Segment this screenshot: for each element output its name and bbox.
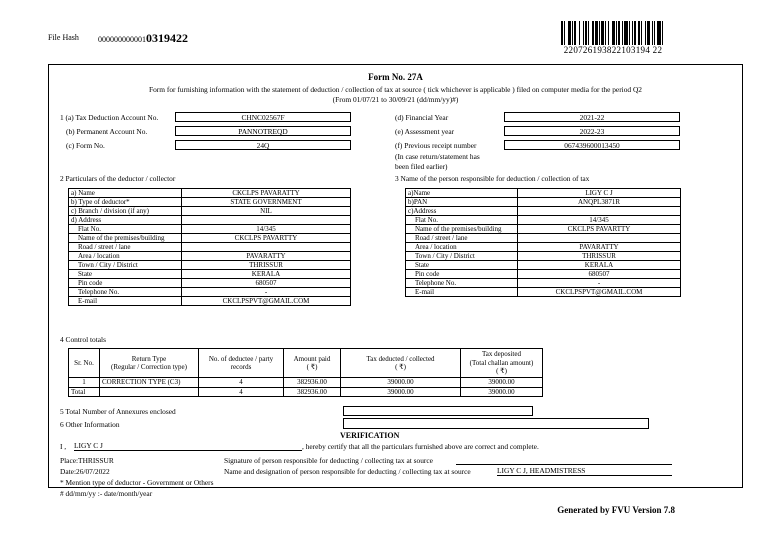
deductor-row-value: STATE GOVERNMENT [182,198,351,207]
responsible-row-value: CKCLPS PAVARTTY [518,225,681,234]
deductor-row-value: 14/345 [182,225,351,234]
deductor-row [69,297,351,306]
responsible-row-label: Telephone No. [406,279,518,288]
responsible-row [406,207,681,216]
financial-year-label: (d) Financial Year [395,113,449,122]
pan-label: (b) Permanent Account No. [66,127,148,136]
deductor-row-label: Telephone No. [69,288,182,297]
row2-deducted: 39000.00 [341,387,461,397]
deductor-row-label: Pin code [69,279,182,288]
file-hash-prefix: 000000000001 [98,35,146,44]
responsible-row-label: E-mail [406,288,518,297]
responsible-row-value: KERALA [518,261,681,270]
row2-type [100,387,199,397]
other-info-label: 6 Other Information [60,420,120,429]
col-tax-deposited-line3: ( ₹) [496,367,507,376]
deductor-table [68,188,351,306]
col-return-type-line2: (Regular / Correction type) [110,363,187,371]
responsible-row [406,252,681,261]
control-total-row [69,387,543,397]
responsible-row-label: Area / location [406,243,518,252]
verification-heading: VERIFICATION [340,431,400,440]
col-return-type [100,349,199,378]
designation-value: LIGY C J, HEADMISTRESS [497,466,672,476]
col-records [199,349,284,378]
deductor-row-label: Road / street / lane [69,243,182,252]
responsible-table [405,188,681,297]
form-description-line2: (From 01/07/21 to 30/09/21 (dd/mm/yy)#) [332,94,459,104]
control-totals-heading: 4 Control totals [60,335,106,344]
responsible-row [406,216,681,225]
col-records-line1: No. of deductee / party [208,354,274,363]
row2-sr: Total [69,387,100,397]
control-row [69,378,543,388]
tan-label: 1 (a) Tax Deduction Account No. [60,113,159,122]
responsible-row-value: 680507 [518,270,681,279]
responsible-row [406,288,681,297]
row1-deducted: 39000.00 [341,378,461,388]
pan-value: PANNOTREQD [175,126,351,136]
deductor-row [69,234,351,243]
other-info-value [343,418,649,429]
responsible-row-label: Town / City / District [406,252,518,261]
row1-deposited: 39000.00 [461,378,543,388]
tan-value: CHNC02567F [175,112,351,122]
financial-year-value: 2021-22 [504,112,680,122]
responsible-row [406,234,681,243]
deductor-row-value: CKCLPSPVT@GMAIL.COM [182,297,351,306]
form-no-value: 24Q [175,140,351,150]
col-amount-paid-line2: ( ₹) [306,363,318,371]
col-return-type-line1: Return Type [131,354,167,363]
col-tax-deposited-line2: (Total challan amount) [469,358,534,367]
responsible-row [406,243,681,252]
barcode-number: 220726193822103194 22 [563,45,663,55]
col-tax-deducted-line1: Tax deducted / collected [366,354,435,363]
col-tax-deducted-line2: ( ₹) [395,363,406,371]
signature-label: Signature of person responsible for deducting / collecting tax at source [224,456,433,465]
deductor-row [69,207,351,216]
responsible-row-value: ANQPL3871R [518,198,681,207]
deductor-row-value: NIL [182,207,351,216]
form-no-label: (c) Form No. [66,141,105,150]
responsible-row-value: 14/345 [518,216,681,225]
deductor-row-value: 680507 [182,279,351,288]
deductor-row [69,198,351,207]
deductor-row-label: b) Type of deductor* [69,198,182,207]
deductor-row [69,189,351,198]
assessment-year-value: 2022-23 [504,126,680,136]
responsible-row-value [518,234,681,243]
file-hash-label: File Hash [48,33,79,42]
row1-records: 4 [199,378,284,388]
form-description-line1: Form for furnishing information with the statement of deduction / collection of tax at source ( tick whichever is applicable ) filed on computer media for the period Q2 [149,85,642,94]
deductor-row-label: Flat No. [69,225,182,234]
deductor-row [69,279,351,288]
annexures-value [343,406,533,416]
deductor-row-label: Name of the premises/building [69,234,182,243]
responsible-row [406,189,681,198]
responsible-row-value: THRISSUR [518,252,681,261]
previous-receipt-note2: been filed earlier) [395,162,448,171]
deductor-row-value: KERALA [182,270,351,279]
row2-records: 4 [199,387,284,397]
assessment-year-label: (e) Assessment year [395,127,455,136]
deductor-row [69,216,351,225]
deductor-heading: 2 Particulars of the deductor / collector [60,174,176,183]
deductor-row [69,288,351,297]
verification-name: LIGY C J [74,441,302,451]
form-title: Form No. 27A [368,72,423,82]
deductor-row [69,243,351,252]
col-tax-deposited-line1: Tax deposited [482,350,521,359]
deductor-row-label: State [69,270,182,279]
responsible-row-value: PAVARATTY [518,243,681,252]
place-label: Place:THRISSUR [60,456,114,465]
deductor-row-label: E-mail [69,297,182,306]
deductor-row-label: c) Branch / division (if any) [69,207,182,216]
deductor-row-value: THRISSUR [182,261,351,270]
responsible-row-label: Flat No. [406,216,518,225]
barcode-bar [663,21,665,45]
previous-receipt-label: (f) Previous receipt number [395,141,477,150]
deductor-type-note: * Mention type of deductor - Government or Others [60,478,214,487]
deductor-row-label: d) Address [69,216,182,225]
row1-type: CORRECTION TYPE (C3) [100,378,199,388]
deductor-row-label: a) Name [69,189,182,198]
responsible-row-label: c)Address [406,207,518,216]
deductor-row-value: CKCLPS PAVARTTY [182,234,351,243]
annexures-label: 5 Total Number of Annexures enclosed [60,407,176,416]
deductor-row [69,225,351,234]
col-records-line2: records [230,363,252,371]
responsible-row [406,279,681,288]
responsible-row [406,261,681,270]
deductor-row-label: Town / City / District [69,261,182,270]
responsible-row-value: CKCLPSPVT@GMAIL.COM [518,288,681,297]
responsible-row [406,270,681,279]
date-format-note: # dd/mm/yy :- date/month/year [60,489,153,498]
responsible-row-label: Road / street / lane [406,234,518,243]
responsible-row-label: State [406,261,518,270]
col-amount-paid-line1: Amount paid [293,354,331,363]
responsible-row-value: - [518,279,681,288]
row1-amount: 382936.00 [284,378,341,388]
deductor-row-value [182,243,351,252]
generated-by-label: Generated by FVU Version 7.8 [557,505,675,515]
responsible-heading: 3 Name of the person responsible for deduction / collection of tax [395,174,590,183]
responsible-row [406,198,681,207]
signature-line [456,456,672,465]
form-description [48,85,743,104]
control-totals-table [68,348,543,397]
designation-label: Name and designation of person responsible for deducting / collecting tax at source [224,467,471,476]
deductor-row-value [182,216,351,225]
deductor-row-value: CKCLPS PAVARATTY [182,189,351,198]
deductor-row [69,261,351,270]
file-hash-suffix: 0319422 [146,31,188,45]
file-hash-value [98,31,188,46]
row2-deposited: 39000.00 [461,387,543,397]
deductor-row-value: PAVARATTY [182,252,351,261]
date-label: Date:26/07/2022 [60,467,110,476]
responsible-row-value: LIGY C J [518,189,681,198]
deductor-row-label: Area / location [69,252,182,261]
responsible-row-label: b)PAN [406,198,518,207]
row1-sr: 1 [69,378,100,388]
col-tax-deducted [341,349,461,378]
col-tax-deposited [461,349,543,378]
row2-amount: 382936.00 [284,387,341,397]
responsible-row-label: a)Name [406,189,518,198]
previous-receipt-value: 067439600013450 [504,140,680,150]
responsible-row-value [518,207,681,216]
col-sr-no: Sr. No. [69,349,100,378]
previous-receipt-note1: (In case return/statement has [395,152,480,161]
responsible-row [406,225,681,234]
deductor-row [69,270,351,279]
verification-i: I , [60,442,67,451]
deductor-row [69,252,351,261]
col-amount-paid [284,349,341,378]
responsible-row-label: Name of the premises/building [406,225,518,234]
verification-certify: , hereby certify that all the particulars furnished above are correct and complete. [302,442,539,451]
responsible-row-label: Pin code [406,270,518,279]
barcode-image [561,21,665,45]
deductor-row-value: - [182,288,351,297]
